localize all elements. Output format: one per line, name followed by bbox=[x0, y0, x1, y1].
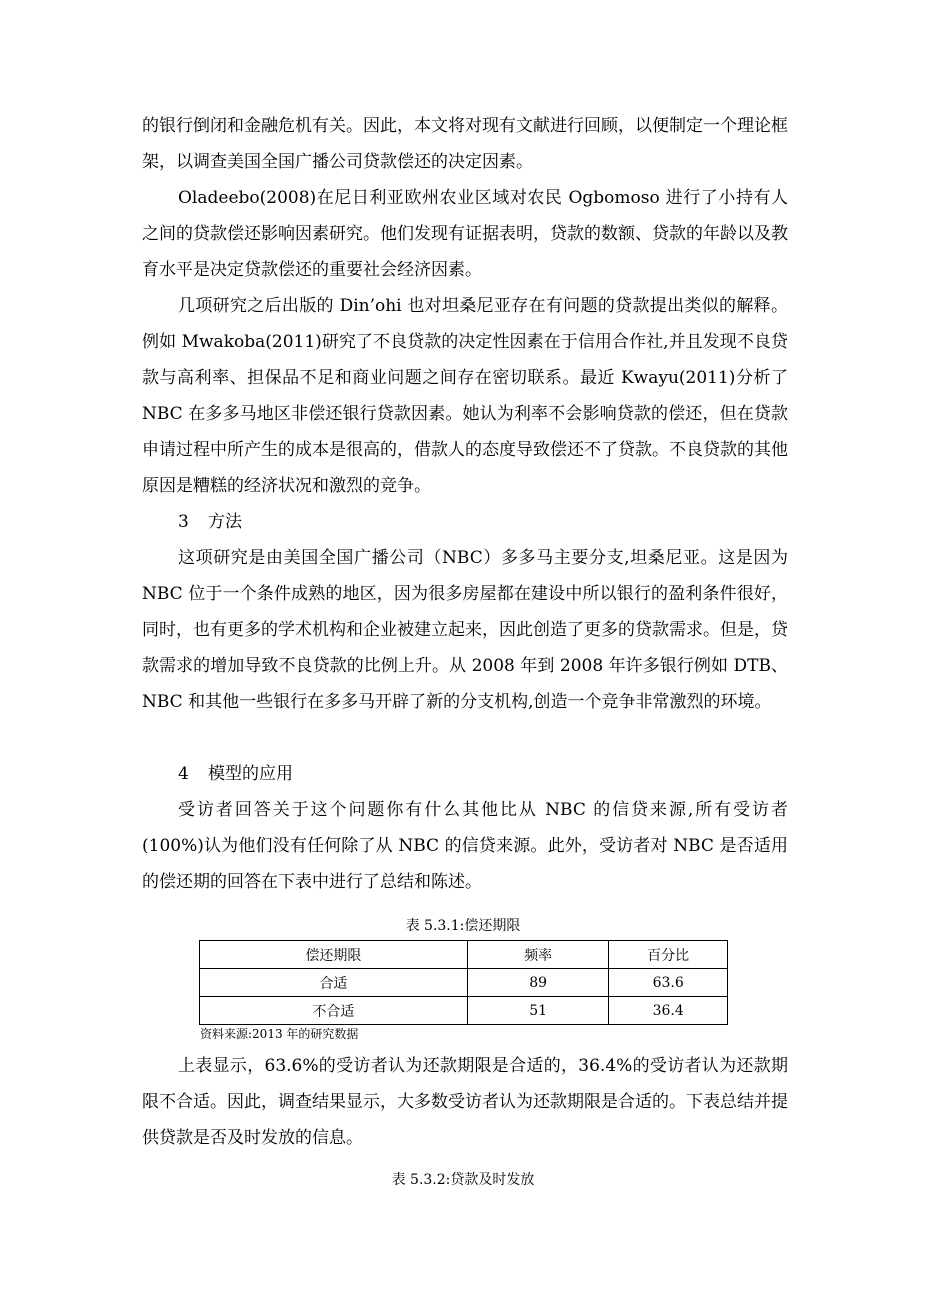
paragraph-literature-review-end: 的银行倒闭和金融危机有关。因此，本文将对现有文献进行回顾，以便制定一个理论框架，以调查美国全国广播公司贷款偿还的决定因素。 bbox=[142, 116, 788, 172]
paragraph-table-interpretation: 上表显示，63.6%的受访者认为还款期限是合适的，36.4%的受访者认为还款期限不合适。因此，调查结果显示，大多数受访者认为还款期限是合适的。下表总结并提供贷款是否及时发放的信息。 bbox=[142, 1056, 788, 1148]
table-row bbox=[200, 997, 728, 1025]
table-cell: 63.6 bbox=[609, 969, 728, 997]
table-source-note: 资料来源:2013 年的研究数据 bbox=[200, 1027, 359, 1041]
table-cell: 51 bbox=[467, 997, 608, 1025]
repayment-period-table bbox=[199, 940, 728, 1025]
table-caption-loan-disbursement: 表 5.3.2:贷款及时发放 bbox=[391, 1172, 535, 1188]
table-cell: 89 bbox=[467, 969, 608, 997]
section-number: 3 bbox=[178, 512, 189, 532]
table-cell: 不合适 bbox=[200, 997, 468, 1025]
section-heading-model-application bbox=[178, 756, 293, 792]
section-title: 模型的应用 bbox=[208, 764, 293, 784]
section-title: 方法 bbox=[208, 512, 242, 532]
table-header-cell: 百分比 bbox=[609, 941, 728, 969]
paragraph-tanzania-studies: 几项研究之后出版的 Din’ohi 也对坦桑尼亚存在有问题的贷款提出类似的解释。例如 Mwakoba(2011)研究了不良贷款的决定性因素在于信用合作社,并且发现不良贷款与高利率、担保品不足和商业问题之间存在密切联系。最近 Kwayu(2011)分析了 NBC 在多多马地区非偿还银行贷款因素。她认为利率不会影响贷款的偿还，但在贷款申请过程中所产生的成本是很高的，借款人的态度导致偿还不了贷款。不良贷款的其他原因是糟糕的经济状况和激烈的竞争。 bbox=[142, 296, 788, 496]
table-cell: 36.4 bbox=[609, 997, 728, 1025]
paragraph-oladeebo-study: Oladeebo(2008)在尼日利亚欧州农业区域对农民 Ogbomoso 进行了小持有人之间的贷款偿还影响因素研究。他们发现有证据表明，贷款的数额、贷款的年龄以及教育水平是决定贷款偿还的重要社会经济因素。 bbox=[142, 188, 788, 280]
table-header-row bbox=[200, 941, 728, 969]
table-header-cell: 频率 bbox=[467, 941, 608, 969]
table-header-cell: 偿还期限 bbox=[200, 941, 468, 969]
table-cell: 合适 bbox=[200, 969, 468, 997]
paragraph-respondents: 受访者回答关于这个问题你有什么其他比从 NBC 的信贷来源,所有受访者(100%)认为他们没有任何除了从 NBC 的信贷来源。此外，受访者对 NBC 是否适用的偿还期的回答在下表中进行了总结和陈述。 bbox=[142, 800, 788, 892]
table-caption-repayment-period: 表 5.3.1:偿还期限 bbox=[405, 918, 521, 934]
section-heading-methods bbox=[178, 504, 242, 540]
table-row bbox=[200, 969, 728, 997]
section-number: 4 bbox=[178, 764, 189, 784]
paragraph-methods: 这项研究是由美国全国广播公司（NBC）多多马主要分支,坦桑尼亚。这是因为 NBC 位于一个条件成熟的地区，因为很多房屋都在建设中所以银行的盈利条件很好，同时，也有更多的学术机构和企业被建立起来，因此创造了更多的贷款需求。但是，贷款需求的增加导致不良贷款的比例上升。从 2008 年到 2008 年许多银行例如 DTB、NBC 和其他一些银行在多多马开辟了新的分支机构,创造一个竞争非常激烈的环境。 bbox=[142, 548, 788, 712]
